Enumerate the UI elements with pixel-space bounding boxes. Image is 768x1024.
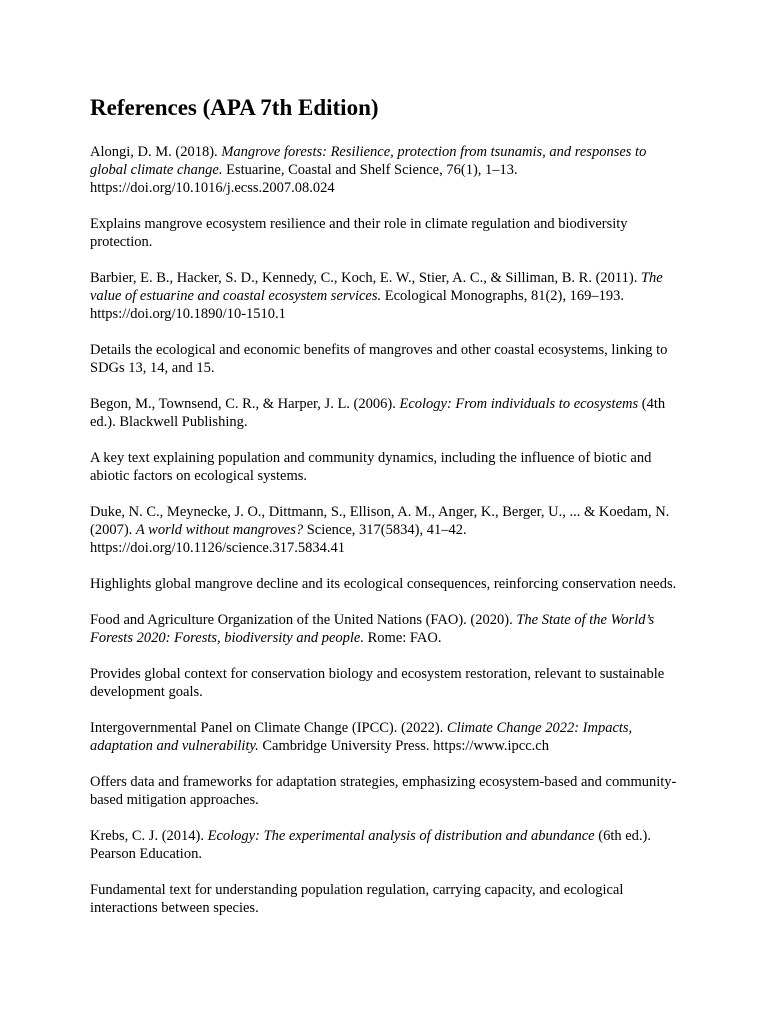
citation-details: Ecological Monographs, 81(2), 169–193. https://doi.org/10.1890/10-1510.1 — [90, 288, 624, 322]
citation-details: Rome: FAO. — [364, 630, 442, 646]
reference-annotation: Details the ecological and economic benefits of mangroves and other coastal ecosystems, linking to SDGs 13, 14, and 15. — [90, 342, 668, 376]
citation-authors: Barbier, E. B., Hacker, S. D., Kennedy, C., Koch, E. W., Stier, A. C., & Silliman, B. R. (2011). — [90, 270, 641, 286]
page-title: References (APA 7th Edition) — [90, 95, 379, 120]
reference-citation — [90, 719, 682, 755]
citation-authors: Alongi, D. M. (2018). — [90, 144, 222, 160]
reference-citation — [90, 611, 682, 647]
citation-title: Mangrove forests: Resilience, protection from tsunamis, and responses to global climate change. — [90, 144, 647, 178]
citation-title: The value of estuarine and coastal ecosystem services. — [90, 270, 663, 304]
reference-citation — [90, 503, 682, 557]
citation-details: Estuarine, Coastal and Shelf Science, 76(1), 1–13. https://doi.org/10.1016/j.ecss.2007.08.024 — [90, 162, 518, 196]
document-page — [90, 93, 682, 935]
reference-annotation: Fundamental text for understanding population regulation, carrying capacity, and ecological interactions between species. — [90, 882, 624, 916]
reference-citation — [90, 395, 682, 431]
reference-citation — [90, 269, 682, 323]
citation-details: Cambridge University Press. https://www.ipcc.ch — [258, 738, 549, 754]
citation-details: (4th ed.). Blackwell Publishing. — [90, 396, 666, 430]
citation-details: (6th ed.). Pearson Education. — [90, 828, 651, 862]
reference-annotation: Offers data and frameworks for adaptation strategies, emphasizing ecosystem-based and community-based mitigation approaches. — [90, 774, 677, 808]
citation-title: Climate Change 2022: Impacts, adaptation and vulnerability. — [90, 720, 633, 754]
reference-citation — [90, 827, 682, 863]
reference-annotation: Explains mangrove ecosystem resilience and their role in climate regulation and biodiversity protection. — [90, 216, 628, 250]
citation-title: Ecology: From individuals to ecosystems — [399, 396, 639, 412]
citation-authors: Food and Agriculture Organization of the United Nations (FAO). (2020). — [90, 612, 517, 628]
citation-authors: Begon, M., Townsend, C. R., & Harper, J. L. (2006). — [90, 396, 400, 412]
reference-annotation: Provides global context for conservation biology and ecosystem restoration, relevant to sustainable development goals. — [90, 666, 665, 700]
citation-title: A world without mangroves? — [135, 522, 304, 538]
citation-details: Science, 317(5834), 41–42. https://doi.org/10.1126/science.317.5834.41 — [90, 522, 467, 556]
citation-title: The State of the World’s Forests 2020: Forests, biodiversity and people. — [90, 612, 655, 646]
reference-annotation: Highlights global mangrove decline and its ecological consequences, reinforcing conservation needs. — [90, 576, 677, 592]
reference-citation — [90, 143, 682, 197]
citation-authors: Krebs, C. J. (2014). — [90, 828, 208, 844]
reference-annotation: A key text explaining population and community dynamics, including the influence of biotic and abiotic factors on ecological systems. — [90, 450, 652, 484]
citation-title: Ecology: The experimental analysis of distribution and abundance — [207, 828, 595, 844]
citation-authors: Intergovernmental Panel on Climate Change (IPCC). (2022). — [90, 720, 447, 736]
citation-authors: Duke, N. C., Meynecke, J. O., Dittmann, S., Ellison, A. M., Anger, K., Berger, U., ... & Koedam, N. (2007). — [90, 504, 670, 538]
